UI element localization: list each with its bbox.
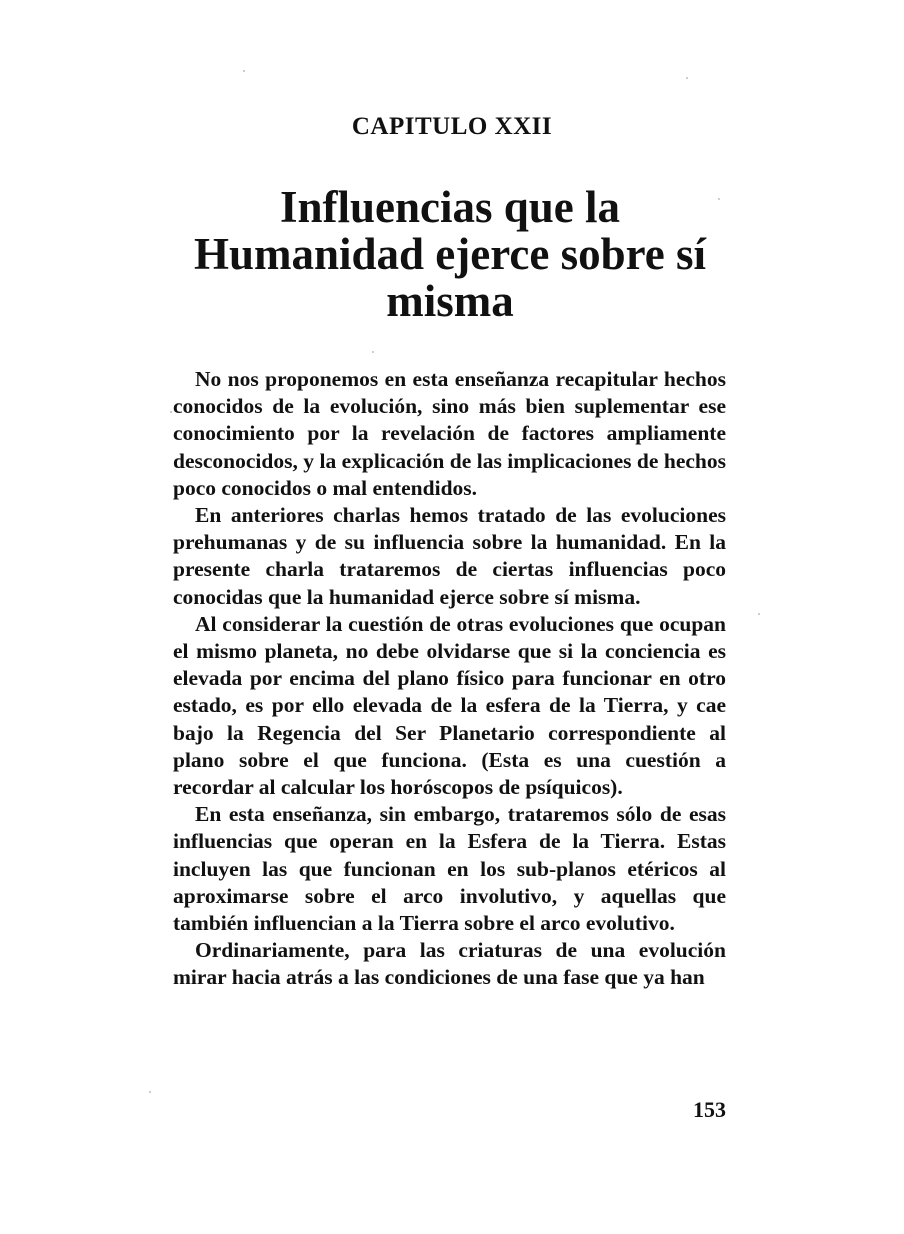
paragraph: Al considerar la cuestión de otras evoluciones que ocupan el mismo planeta, no debe olvidarse que si la conciencia es elevada por encima del plano físico para funcionar en otro estado, es por ello elevada de la esfera de la Tierra, y cae bajo la Regencia del Ser Planetario correspondiente al plano sobre el que funciona. (Esta es una cuestión a recordar al calcular los horóscopos de psíquicos). bbox=[173, 611, 726, 800]
paragraph: Ordinariamente, para las criaturas de una evolución mirar hacia atrás a las condiciones de una fase que ya han bbox=[173, 938, 726, 990]
body-text bbox=[173, 366, 726, 992]
chapter-title-line: misma bbox=[386, 276, 514, 326]
scan-speck bbox=[718, 198, 720, 200]
scan-speck bbox=[686, 77, 688, 79]
chapter-title-line: Humanidad ejerce sobre sí bbox=[193, 229, 707, 279]
paragraph: En anteriores charlas hemos tratado de las evoluciones prehumanas y de su influencia sobre la humanidad. En la presente charla trataremos de ciertas influencias poco conocidas que la humanidad ejerce sobre sí misma. bbox=[173, 503, 726, 609]
scan-speck bbox=[372, 351, 374, 353]
chapter-label: CAPITULO XXII bbox=[351, 113, 553, 140]
scan-speck bbox=[170, 411, 172, 413]
scan-speck bbox=[149, 1091, 151, 1093]
chapter-title-line: Influencias que la bbox=[279, 182, 621, 232]
chapter-title bbox=[150, 184, 750, 325]
paragraph: En esta enseñanza, sin embargo, trataremos sólo de esas influencias que operan en la Esfera de la Tierra. Estas incluyen las que funcionan en los sub-planos etéricos al aproximarse sobre el arco involutivo, y aquellas que también influencian a la Tierra sobre el arco evolutivo. bbox=[173, 802, 726, 936]
scan-speck bbox=[243, 70, 245, 72]
scan-speck bbox=[758, 613, 760, 615]
page-number: 153 bbox=[693, 1097, 726, 1122]
paragraph: No nos proponemos en esta enseñanza recapitular hechos conocidos de la evolución, sino más bien suplementar ese conocimiento por la revelación de factores ampliamente desconocidos, y la explicación de las implicaciones de hechos poco conocidos o mal entendidos. bbox=[173, 367, 726, 500]
